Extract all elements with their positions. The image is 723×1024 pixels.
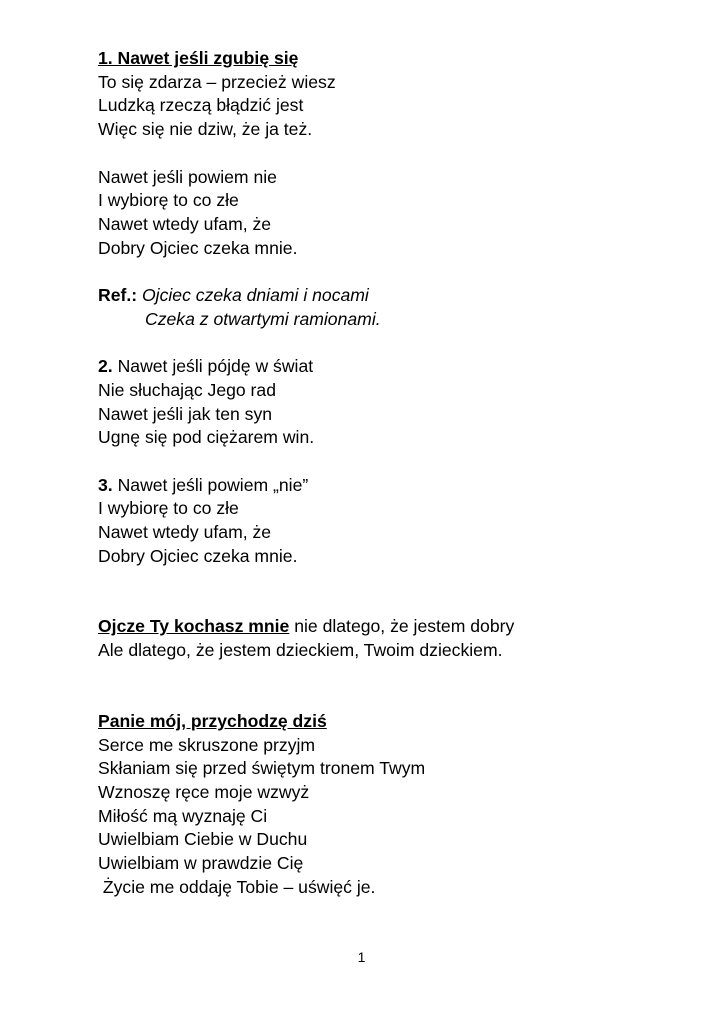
- refrain-line: Czeka z otwartymi ramionami.: [145, 308, 381, 329]
- page-number: 1: [357, 949, 366, 965]
- lyric-line: Dobry Ojciec czeka mnie.: [98, 237, 298, 258]
- song-1: [98, 47, 698, 568]
- verse-number: 3.: [98, 474, 113, 495]
- lyric-line: I wybiorę to co złe: [98, 190, 239, 211]
- lyric-line: Wznoszę ręce moje wzwyż: [98, 781, 310, 802]
- lyric-line: Więc się nie dziw, że ja też.: [98, 119, 313, 140]
- lyric-line: Nawet wtedy ufam, że: [98, 213, 272, 234]
- refrain-text: Ojciec czeka dniami i nocami: [142, 285, 369, 305]
- song-title: Panie mój, przychodzę dziś: [98, 710, 327, 731]
- lyric-line: Ugnę się pod ciężarem win.: [98, 427, 315, 448]
- lyric-line: Ale dlatego, że jestem dzieckiem, Twoim dzieckiem.: [98, 640, 503, 661]
- lyric-line: Skłaniam się przed świętym tronem Twym: [98, 758, 426, 779]
- lyric-line: Nawet jeśli powiem nie: [98, 166, 277, 187]
- verse-text: Nawet jeśli pójdę w świat: [112, 356, 314, 377]
- song-2: [98, 615, 698, 662]
- lyric-line: Uwielbiam w prawdzie Cię: [98, 853, 304, 874]
- song-title: 1. Nawet jeśli zgubię się: [98, 48, 299, 68]
- lyric-line: Życie me oddaję Tobie – uświęć je.: [98, 876, 376, 897]
- song-title-line: [98, 615, 698, 639]
- lyric-line: Uwielbiam Ciebie w Duchu: [98, 829, 308, 850]
- lyric-line: To się zdarza – przecież wiesz: [98, 71, 336, 92]
- lyric-line: Dobry Ojciec czeka mnie.: [98, 545, 298, 566]
- song-3: [98, 710, 698, 900]
- lyric-line: Serce me skruszone przyjm: [98, 734, 316, 755]
- lyric-line: Nawet wtedy ufam, że: [98, 522, 272, 542]
- lyric-line: Miłość mą wyznaję Ci: [98, 805, 268, 826]
- song-title: Ojcze Ty kochasz mnie: [98, 616, 290, 637]
- verse-line: [98, 355, 698, 379]
- verse-text: Nawet jeśli powiem „nie”: [112, 474, 309, 495]
- lyric-line: Nawet jeśli jak ten syn: [98, 403, 273, 424]
- lyric-text: nie dlatego, że jestem dobry: [289, 616, 515, 637]
- lyric-line: Ludzką rzeczą błądzić jest: [98, 95, 304, 116]
- verse-line: [98, 474, 698, 498]
- lyric-line: I wybiorę to co złe: [98, 498, 239, 519]
- document-page: [98, 47, 698, 899]
- verse-number: 2.: [98, 356, 113, 377]
- refrain-label: Ref.:: [98, 285, 138, 305]
- lyric-line: Nie słuchając Jego rad: [98, 379, 276, 400]
- refrain-line: [98, 284, 698, 308]
